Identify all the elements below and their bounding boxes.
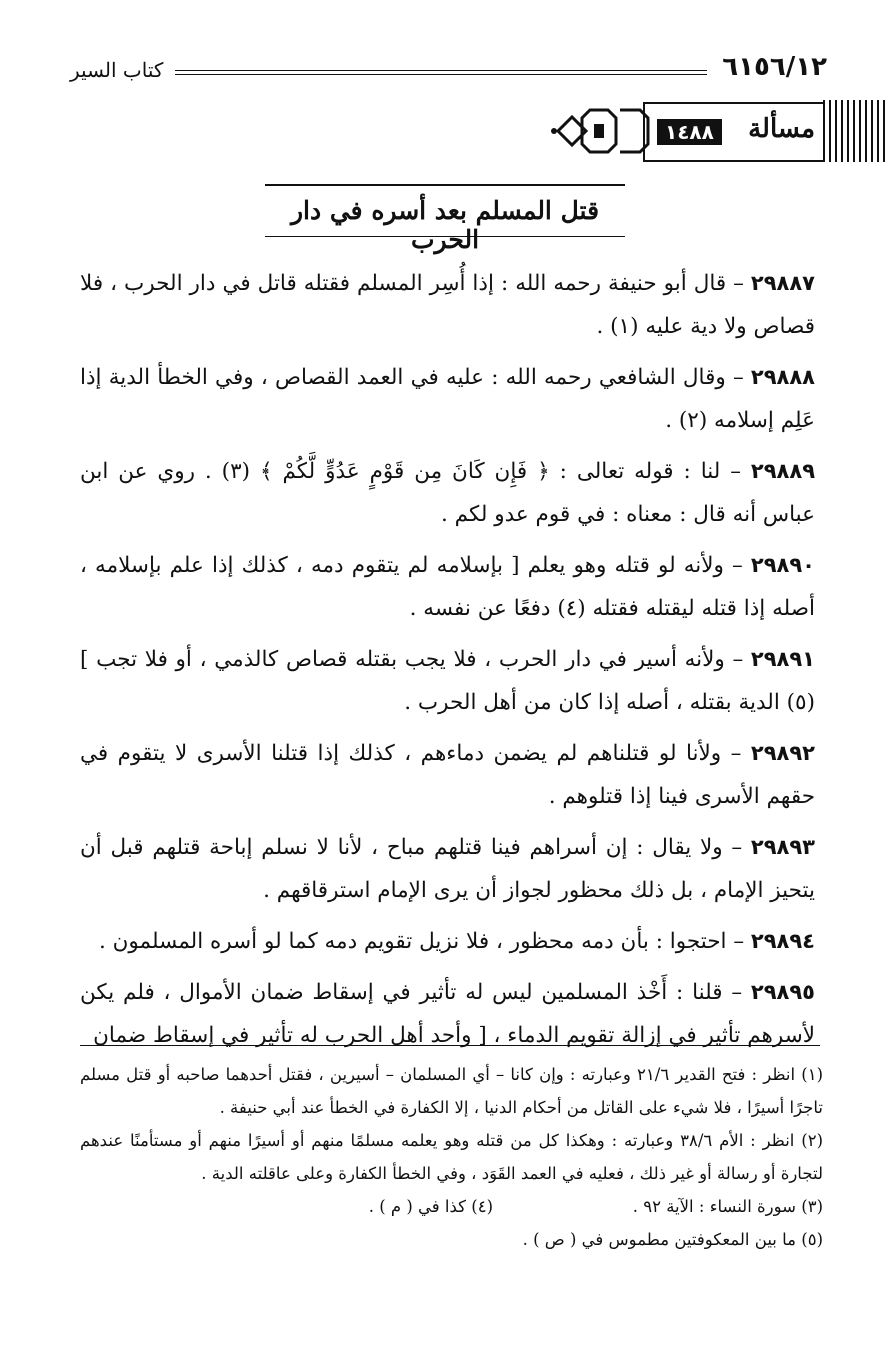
page-number: ٦١٥٦/١٢ xyxy=(722,52,827,82)
paragraph-number: ٢٩٨٩٠ xyxy=(750,553,815,577)
masala-label: مسألة xyxy=(748,114,815,144)
title-bottom-rule xyxy=(265,236,625,237)
paragraph-number: ٢٩٨٨٨ xyxy=(750,365,815,389)
book-title: كتاب السير xyxy=(70,58,164,82)
paragraph-text: – احتجوا : بأن دمه محظور ، فلا نزيل تقويم دمه كما لو أسره المسلمون . xyxy=(98,929,751,954)
paragraph-text: – ولأنه أسير في دار الحرب ، فلا يجب بقتله قصاص كالذمي ، أو فلا تجب ] (٥) الدية بقتله ، أصله إذا كان من أهل الحرب . xyxy=(80,647,815,715)
ornament-icon xyxy=(550,100,650,162)
paragraph xyxy=(80,450,815,536)
footnote-separator xyxy=(80,1045,820,1046)
title-top-rule xyxy=(265,184,625,186)
section-title-block xyxy=(265,184,625,254)
masala-number: ١٤٨٨ xyxy=(657,119,722,145)
paragraph-number: ٢٩٨٩٥ xyxy=(750,980,815,1004)
footnote-3: (٣) سورة النساء : الآية ٩٢ . xyxy=(632,1197,823,1216)
paragraph-text: – لنا : قوله تعالى : ﴿ فَإِن كَانَ مِن قَوْمٍ عَدُوٍّ لَّكُمْ ﴾ (٣) . روي عن ابن عباس أنه قال : معناه : في قوم عدو لكم . xyxy=(80,459,815,527)
paragraph-number: ٢٩٨٨٩ xyxy=(750,459,816,483)
header-rule xyxy=(175,70,707,75)
paragraph-number: ٢٩٨٩٣ xyxy=(750,835,815,859)
footnote-row xyxy=(80,1190,823,1223)
paragraph-text: – ولأنا لو قتلناهم لم يضمن دماءهم ، كذلك إذا قتلنا الأسرى لا يتقوم في حقهم الأسرى فينا إذا قتلوهم . xyxy=(80,741,815,809)
masala-box xyxy=(643,102,823,162)
body-text xyxy=(80,262,815,1065)
footnote-1: (١) انظر : فتح القدير ٢١/٦ وعبارته : وإن كانا – أي المسلمان – أسيرين ، فقتل أحدهما صاحبه أو قتل مسلم تاجرًا أسيرًا ، فلا شيء على القاتل من أحكام الدنيا ، إلا الكفارة في الخطأ عند أبي حنيفة . xyxy=(80,1065,824,1117)
footnotes xyxy=(80,1058,823,1256)
paragraph-number: ٢٩٨٨٧ xyxy=(750,271,815,295)
paragraph-text: – قلنا : أَخْذ المسلمين ليس له تأثير في إسقاط ضمان الأموال ، فلم يكن لأسرهم تأثير في إزالة تقويم الدماء ، [ وأحد أهل الحرب له تأثير في إسقاط ضمان xyxy=(80,980,815,1048)
paragraph xyxy=(80,920,815,963)
paragraph-text: – وقال الشافعي رحمه الله : عليه في العمد القصاص ، وفي الخطأ الدية إذا عَلِم إسلامه (٢) . xyxy=(80,365,815,433)
masala-banner xyxy=(550,100,885,162)
paragraph-number: ٢٩٨٩١ xyxy=(750,647,815,671)
running-header xyxy=(70,52,827,92)
paragraph-text: – قال أبو حنيفة رحمه الله : إذا أُسِر المسلم فقتله قاتل في دار الحرب ، فلا قصاص ولا دية عليه (١) . xyxy=(80,271,815,339)
paragraph xyxy=(80,732,815,818)
paragraph xyxy=(80,356,815,442)
paragraph xyxy=(80,826,815,912)
footnote-2: (٢) انظر : الأم ٣٨/٦ وعبارته : وهكذا كل من قتله وهو يعلمه مسلمًا منهم أو أسيرًا منهم أو مستأمنًا عندهم لتجارة أو رسالة أو غير ذلك ، فعليه في العمد القَوَد ، وفي الخطأ الكفارة وعلى عاقلته الدية . xyxy=(80,1131,823,1183)
paragraph-text: – ولأنه لو قتله وهو يعلم [ بإسلامه لم يتقوم دمه ، كذلك إذا علم بإسلامه ، أصله إذا قتله ليقتله فقتله (٤) دفعًا عن نفسه . xyxy=(80,553,815,621)
hatch-ornament xyxy=(823,100,885,162)
paragraph-number: ٢٩٨٩٢ xyxy=(750,741,815,765)
section-title: قتل المسلم بعد أسره في دار الحرب xyxy=(290,196,600,254)
paragraph xyxy=(80,544,815,630)
paragraph xyxy=(80,638,815,724)
paragraph xyxy=(80,262,815,348)
footnote-4: (٤) كذا في ( م ) . xyxy=(368,1197,493,1216)
paragraph-text: – ولا يقال : إن أسراهم فينا قتلهم مباح ، لأنا لا نسلم إباحة قتلهم قبل أن يتحيز الإمام ، بل ذلك محظور لجواز أن يرى الإمام استرقاقهم . xyxy=(80,835,815,903)
footnote-5: (٥) ما بين المعكوفتين مطموس في ( ص ) . xyxy=(522,1230,823,1249)
paragraph-number: ٢٩٨٩٤ xyxy=(750,929,815,953)
